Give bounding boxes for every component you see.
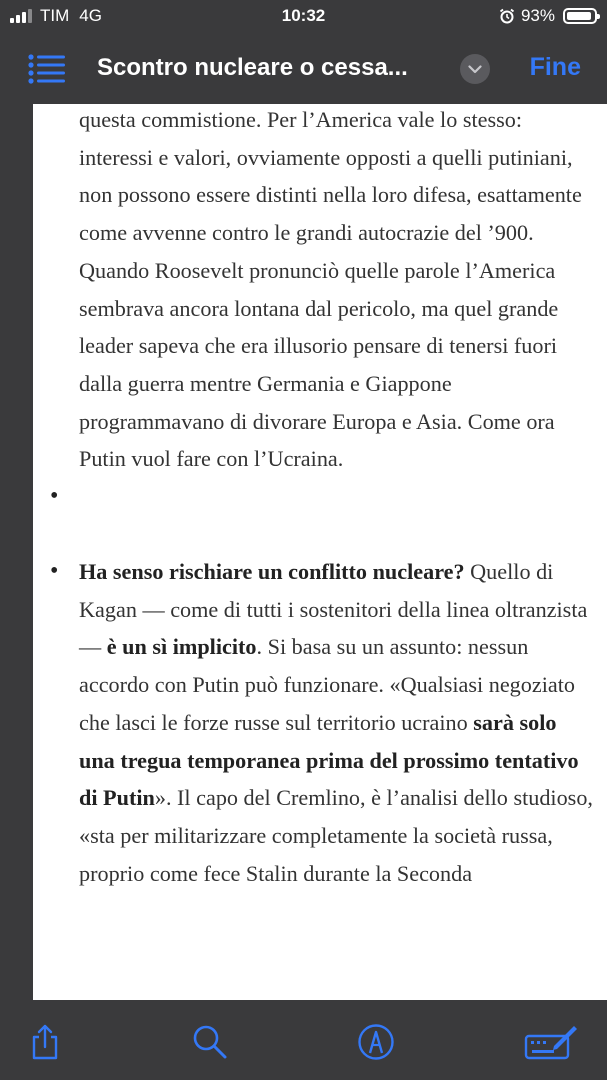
- nav-bar: [0, 34, 607, 104]
- body-text: . Si basa su un assunto: nessun accordo con Putin può funzionare. «Qualsiasi negoziato che lasci le forze russe sul territorio ucraino: [79, 634, 575, 735]
- bottom-toolbar: [0, 1000, 607, 1080]
- chevron-down-icon: [468, 65, 482, 74]
- search-icon: [192, 1024, 228, 1060]
- battery-percent: 93%: [520, 6, 555, 25]
- share-button[interactable]: [25, 1022, 65, 1062]
- carrier-label: TIM: [40, 6, 70, 25]
- title-options-button[interactable]: [460, 54, 490, 84]
- status-time: 10:32: [281, 6, 326, 25]
- search-button[interactable]: [190, 1022, 230, 1062]
- document-page[interactable]: [33, 104, 607, 1000]
- battery-icon: [563, 8, 597, 24]
- markup-icon: [357, 1023, 395, 1061]
- table-of-contents-button[interactable]: [28, 54, 66, 84]
- bullet-marker: •: [50, 483, 59, 510]
- list-item-empty: [50, 478, 594, 553]
- alarm-icon: [499, 8, 515, 24]
- page-title: Scontro nucleare o cessa...: [97, 54, 408, 81]
- body-text: ». Il capo del Cremlino, è l’analisi dello studioso, «sta per militarizzare completamente la società russa, proprio come fece Stalin durante la Seconda: [79, 785, 593, 886]
- question-heading: Ha senso rischiare un conflitto nucleare?: [79, 559, 465, 585]
- edit-keyboard-icon: [524, 1022, 578, 1062]
- bold-text: sarà solo una tregua temporanea prima del prossimo tentativo di Putin: [79, 709, 579, 811]
- share-icon: [28, 1023, 62, 1061]
- markup-button[interactable]: [356, 1022, 396, 1062]
- done-button[interactable]: Fine: [529, 53, 581, 81]
- bold-text: è un sì implicito: [106, 634, 257, 660]
- paragraph: questa commistione. Per l’America vale lo stesso: interessi e valori, ovviamente opposti a quelli putiniani, non possono essere distinti nella loro difesa, esattamente come avvenne contro le grandi autocrazie del ’900. Quando Roosevelt pronunciò quelle parole l’America sembrava ancora lontana dal pericolo, ma quel grande leader sapeva che era illusorio pensare di tenersi fuori dalla guerra mentre Germania e Giappone programmavano di divorare Europa e Asia. Come ora Putin vuol fare con l’Ucraina.: [79, 107, 582, 472]
- body-text: Quello di Kagan — come di tutti i sostenitori della linea oltranzista —: [79, 559, 588, 660]
- list-icon: [28, 54, 66, 84]
- bullet-marker: •: [50, 558, 59, 585]
- status-right: [499, 6, 597, 26]
- network-label: 4G: [79, 6, 102, 25]
- list-item: [50, 553, 594, 892]
- edit-keyboard-button[interactable]: [524, 1022, 578, 1062]
- status-bar: [0, 0, 607, 34]
- article-content: [50, 104, 594, 892]
